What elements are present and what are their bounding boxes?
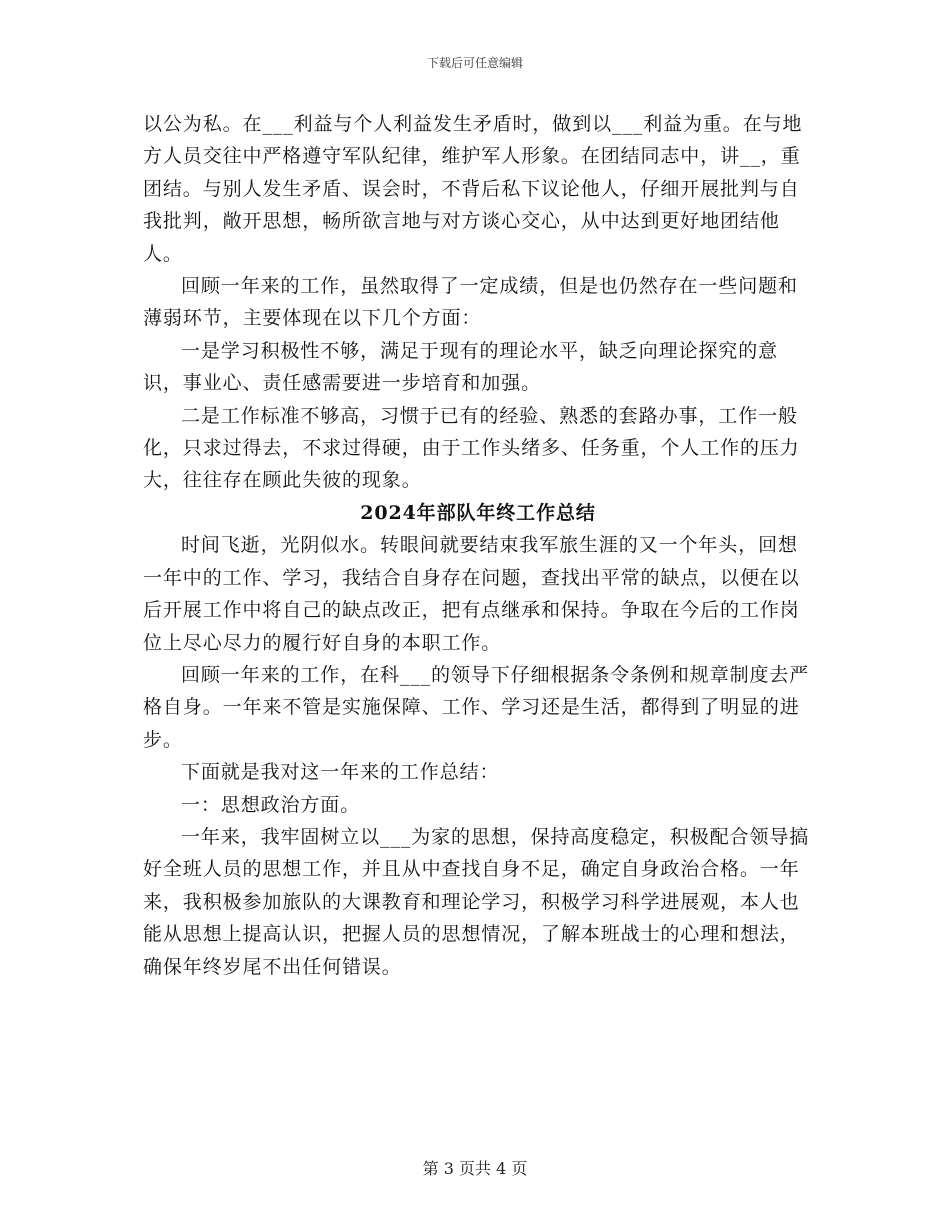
paragraph: 一是学习积极性不够，满足于现有的理论水平，缺乏向理论探究的意识，事业心、责任感需要进一步培育和加强。: [143, 339, 779, 395]
paragraph: 时间飞逝，光阴似水。转眼间就要结束我军旅生涯的又一个年头，回想一年中的工作、学习，我结合自身存在问题，查找出平常的缺点，以便在以后开展工作中将自己的缺点改正，把有点继承和保持。争取在今后的工作岗位上尽心尽力的履行好自身的本职工作。: [143, 534, 800, 654]
paragraph: 回顾一年来的工作，虽然取得了一定成绩，但是也仍然存在一些问题和薄弱环节，主要体现在以下几个方面：: [143, 275, 798, 330]
paragraph: 二是工作标准不够高，习惯于已有的经验、熟悉的套路办事，工作一般化，只求过得去，不求过得硬，由于工作头绪多、任务重，个人工作的压力大，往往存在顾此失彼的现象。: [143, 404, 800, 492]
paragraph: 回顾一年来的工作，在科___的领导下仔细根据条令条例和规章制度去严格自身。一年来不管是实施保障、工作、学习还是生活，都得到了明显的进步。: [143, 663, 810, 751]
page-number: 第 3 页共 4 页: [422, 1159, 528, 1178]
paragraph: 一：思想政治方面。: [181, 793, 361, 816]
section-title: 2024年部队年终工作总结: [360, 501, 596, 524]
document-body: [143, 108, 813, 983]
page-header: 下载后可任意编辑: [426, 56, 523, 70]
paragraph: 下面就是我对这一年来的工作总结：: [181, 761, 500, 784]
paragraph: 一年来，我牢固树立以___为家的思想，保持高度稳定，积极配合领导搞好全班人员的思想工作，并且从中查找自身不足，确定自身政治合格。一年来，我积极参加旅队的大课教育和理论学习，积极学习科学进展观，本人也能从思想上提高认识，把握人员的思想情况，了解本班战士的心理和想法，确保年终岁尾不出任何错误。: [143, 825, 810, 978]
paragraph: 以公为私。在___利益与个人利益发生矛盾时，做到以___利益为重。在与地方人员交往中严格遵守军队纪律，维护军人形象。在团结同志中，讲__，重团结。与别人发生矛盾、误会时，不背后私下议论他人，仔细开展批判与自我批判，敞开思想，畅所欲言地与对方谈心交心，从中达到更好地团结他人。: [143, 113, 803, 265]
